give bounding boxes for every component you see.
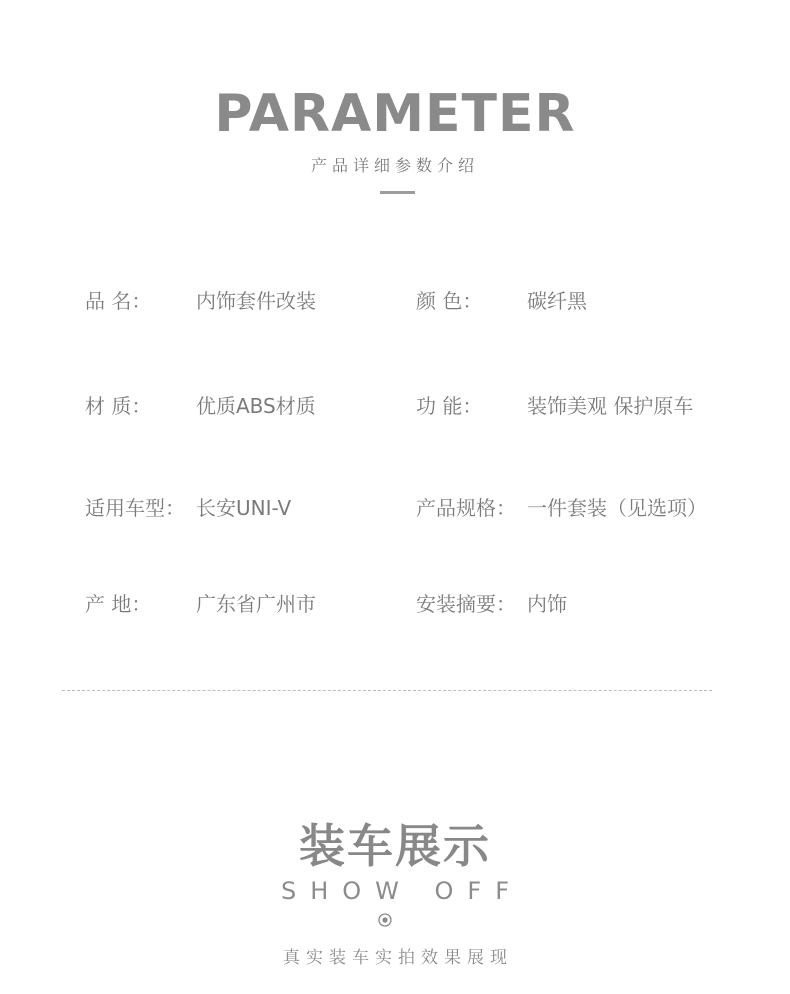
- param-label: 功 能：: [416, 394, 483, 418]
- target-circle-icon: [378, 913, 392, 927]
- section-divider: [62, 690, 712, 691]
- heading-underline: [380, 191, 415, 194]
- param-value: 内饰: [527, 592, 567, 616]
- param-label: 材 质：: [85, 394, 152, 418]
- param-label: 产 地：: [85, 592, 152, 616]
- param-value: 优质ABS材质: [196, 394, 316, 418]
- param-label: 适用车型：: [85, 496, 185, 520]
- showcase-english-title: SHOW OFF: [280, 877, 524, 905]
- param-label: 安装摘要：: [416, 592, 516, 616]
- param-value: 长安UNI-V: [196, 496, 292, 520]
- param-value: 广东省广州市: [196, 592, 316, 616]
- param-label: 产品规格：: [416, 496, 516, 520]
- param-value: 装饰美观 保护原车: [527, 394, 694, 418]
- param-label: 品 名：: [85, 289, 152, 313]
- parameter-subtitle: 产品详细参数介绍: [310, 156, 479, 175]
- parameter-heading: PARAMETER: [214, 84, 576, 144]
- showcase-subtitle: 真实装车实拍效果展现: [283, 948, 513, 968]
- showcase-title: 装车展示: [299, 819, 491, 873]
- param-value: 内饰套件改装: [196, 289, 316, 313]
- param-label: 颜 色：: [416, 289, 483, 313]
- param-value: 碳纤黑: [527, 289, 587, 313]
- param-value: 一件套装（见选项）: [527, 496, 707, 520]
